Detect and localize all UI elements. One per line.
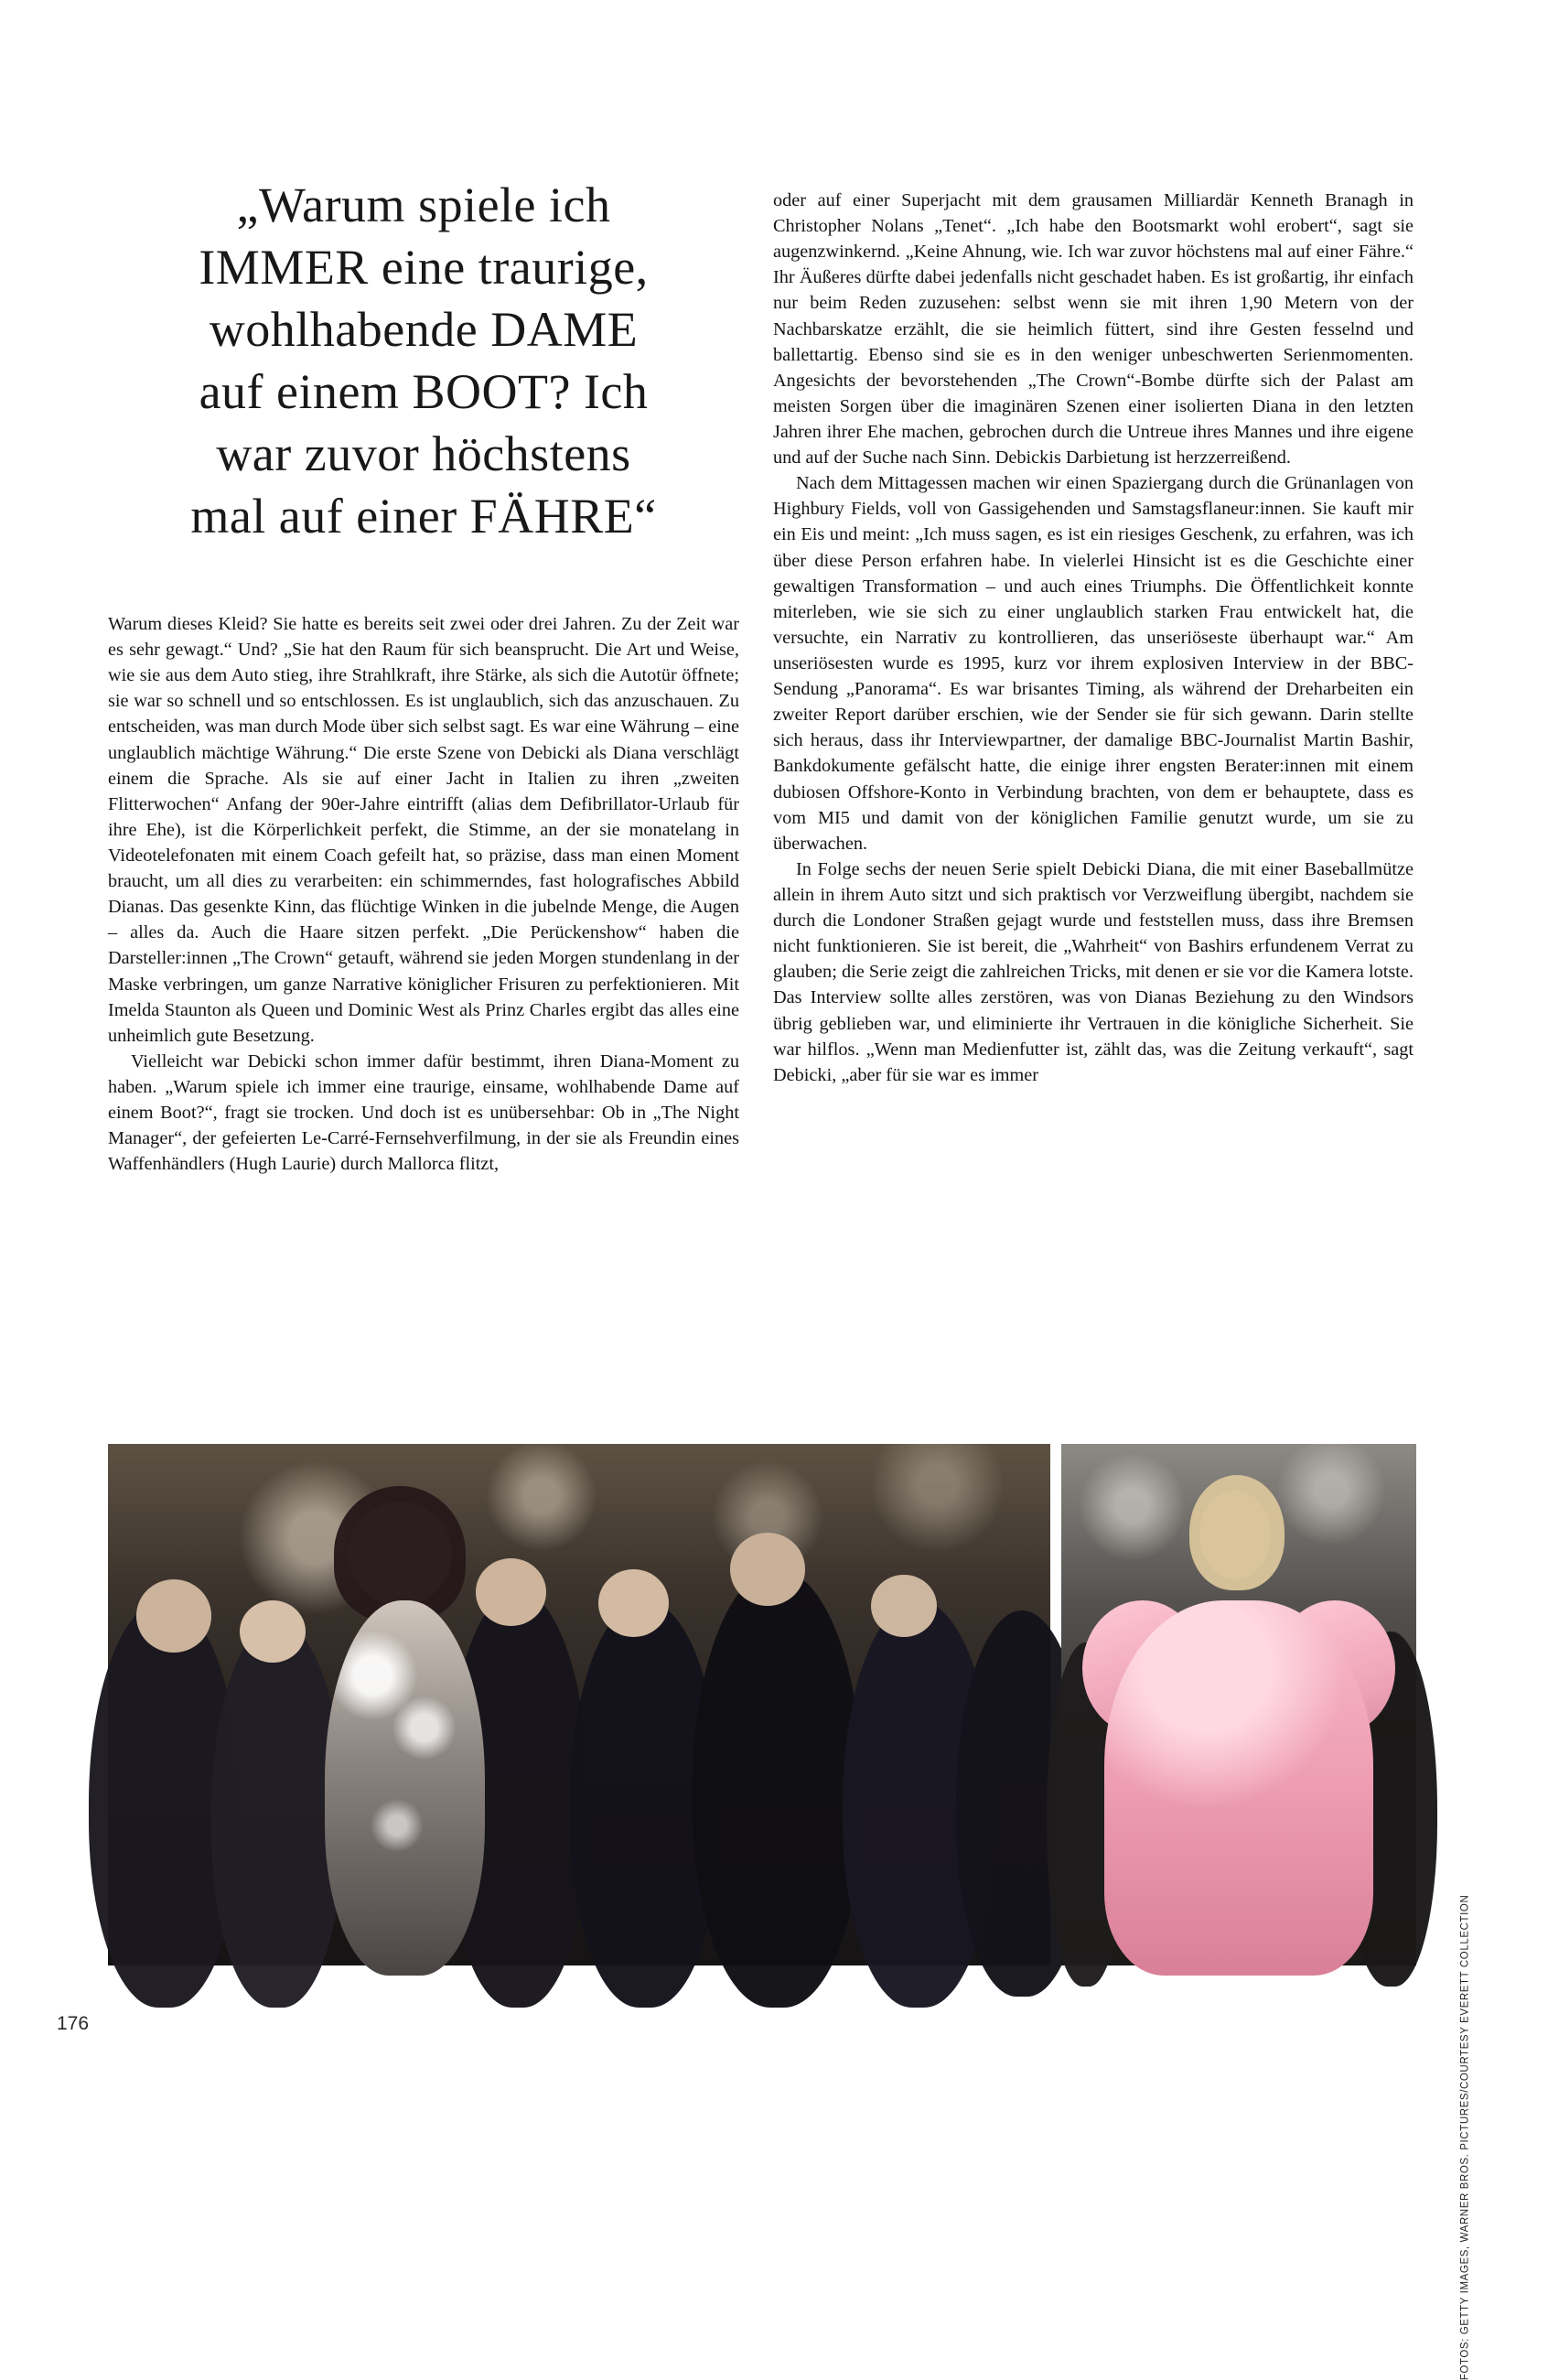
headline-line-2: IMMER eine traurige, [199,240,649,296]
body-column-right [773,188,1414,1088]
photo-row [108,1444,1416,1965]
headline-line-5: war zuvor höchstens [216,426,631,482]
page-headline [108,174,739,547]
red-carpet-portrait-photo [1061,1444,1416,1965]
paragraph: Nach dem Mittagessen machen wir einen Spaziergang durch die Grünanlagen von Highbury Fields, voll von Gassigehenden und Samstagsflaneur:innen. Sie kauft mir ein Eis und meint: „Ich muss sagen, es ist ein riesiges Geschenk, zu erfahren, was ich über diese Person erfahren habe. In vielerlei Hinsicht ist es die Geschichte einer gewaltigen Transformation – und auch eines Triumphs. Die Öffentlichkeit konnte miterleben, wie sie sich zu einer unglaublich starken Frau entwickelt hat, die versuchte, ein Narrativ zu kontrollieren, das unseriöseste überhaupt war.“ Am unseriösesten wurde es 1995, kurz vor ihrem explosiven Interview in der BBC-Sendung „Panorama“. Es war brisantes Timing, als während der Dreharbeiten ein zweiter Report darüber erschien, wie der Sender sie für sich gewann. Darin stellte sich heraus, dass ihr Interviewpartner, der damalige BBC-Journalist Martin Bashir, Bankdokumente gefälscht hatte, die einige ihrer engsten Berater:innen mit einem dubiosen Offshore-Konto in Verbindung brachten, von dem er behauptete, dass es vom MI5 und damit von der königlichen Familie genutzt wurde, um sie zu überwachen. [773,473,1414,854]
headline-line-6: mal auf einer FÄHRE“ [190,489,657,544]
photo-credit: FOTOS: GETTY IMAGES, WARNER BROS. PICTURES/COURTESY EVERETT COLLECTION [1460,1894,1471,2380]
headline-line-3: wohlhabende DAME [209,302,639,358]
headline-line-1: „Warum spiele ich [236,178,611,232]
paragraph: oder auf einer Superjacht mit dem grausamen Milliardär Kenneth Branagh in Christopher Nolans „Tenet“. „Ich habe den Bootsmarkt wohl erobert“, sagt sie augenzwinkernd. „Keine Ahnung, wie. Ich war zuvor höchstens mal auf einer Fähre.“ Ihr Äußeres dürfte dabei jedenfalls nicht geschadet haben. Es ist großartig, ihr einfach nur beim Reden zuzusehen: selbst wenn sie mit ihren 1,90 Metern von der Nachbarskatze erzählt, die sie heimlich füttert, sind ihre Gesten fesselnd und ballettartig. Ebenso sind sie es in den weniger unbeschwerten Serienmomenten. Angesichts der bevorstehenden „The Crown“-Bombe dürfte sich der Palast am meisten Sorgen über die imaginären Szenen einer isolierten Diana in den letzten Jahren ihrer Ehe machen, gebrochen durch die Untreue ihres Mannes und ihre eigene und auf der Suche nach Sinn. Debickis Darbietung ist herzzerreißend. [773,190,1414,468]
paragraph: Warum dieses Kleid? Sie hatte es bereits seit zwei oder drei Jahren. Zu der Zeit war es sehr gewagt.“ Und? „Sie hat den Raum für sich beansprucht. Die Art und Weise, wie sie aus dem Auto stieg, ihre Strahlkraft, ihre Stärke, als sich die Autotür öffnete; sie war so schnell und so entschlossen. Es ist unglaublich, sich das anzuschauen. Zu entscheiden, was man durch Mode über sich selbst sagt. Es war eine Währung – eine unglaublich mächtige Währung.“ Die erste Szene von Debicki als Diana verschlägt einem die Sprache. Als sie auf einer Jacht in Italien zu ihren „zweiten Flitterwochen“ Anfang der 90er-Jahre eintrifft (alias dem Defibrillator-Urlaub für ihre Ehe), ist die Körperlichkeit perfekt, die Stimme, an der sie monatelang in Videotelefonaten mit einem Coach gefeilt hat, so präzise, dass man einen Moment braucht, um all dies zu verarbeiten: ein schimmerndes, fast holografisches Abbild Dianas. Das gesenkte Kinn, das flüchtige Winken in die jubelnde Menge, die Augen – alles da. Auch die Haare sitzen perfekt. „Die Perückenshow“ haben die Darsteller:innen „The Crown“ getauft, während sie jeden Morgen stundenlang in der Maske verbringen, um ganze Narrative königlicher Frisuren zu perfektionieren. Mit Imelda Staunton als Queen und Dominic West als Prinz Charles ergibt das alles eine unheimlich gute Besetzung. [108,614,739,1046]
gala-crowd-photo [108,1444,1050,1965]
headline-line-4: auf einem BOOT? Ich [199,364,649,420]
body-column-left [108,611,739,1177]
paragraph: Vielleicht war Debicki schon immer dafür bestimmt, ihren Diana-Moment zu haben. „Warum spiele ich immer eine traurige, einsame, wohlhabende Dame auf einem Boot?“, fragt sie trocken. Und doch ist es unübersehbar: Ob in „The Night Manager“, der gefeierten Le-Carré-Fernsehverfilmung, in der sie als Freundin eines Waffenhändlers (Hugh Laurie) durch Mallorca flitzt, [108,1050,739,1175]
paragraph: In Folge sechs der neuen Serie spielt Debicki Diana, die mit einer Baseballmütze allein in ihrem Auto sitzt und sich praktisch vor Verzweiflung übergibt, nachdem sie durch die Londoner Straßen gejagt wurde und feststellen muss, dass ihre Bremsen nicht funktionieren. Sie ist bereit, die „Wahrheit“ von Bashirs erfundenem Verrat zu glauben; die Serie zeigt die zahlreichen Tricks, mit denen er sie vor die Kamera lotste. Das Interview sollte alles zerstören, was von Dianas Beziehung zu den Windsors übrig geblieben war, und eliminierte ihr Vertrauen in die königliche Sicherheit. Sie war hilflos. „Wenn man Medienfutter ist, zählt das, was die Zeitung verkauft“, sagt Debicki, „aber für sie war es immer [773,858,1414,1085]
page-number: 176 [57,2013,90,2034]
